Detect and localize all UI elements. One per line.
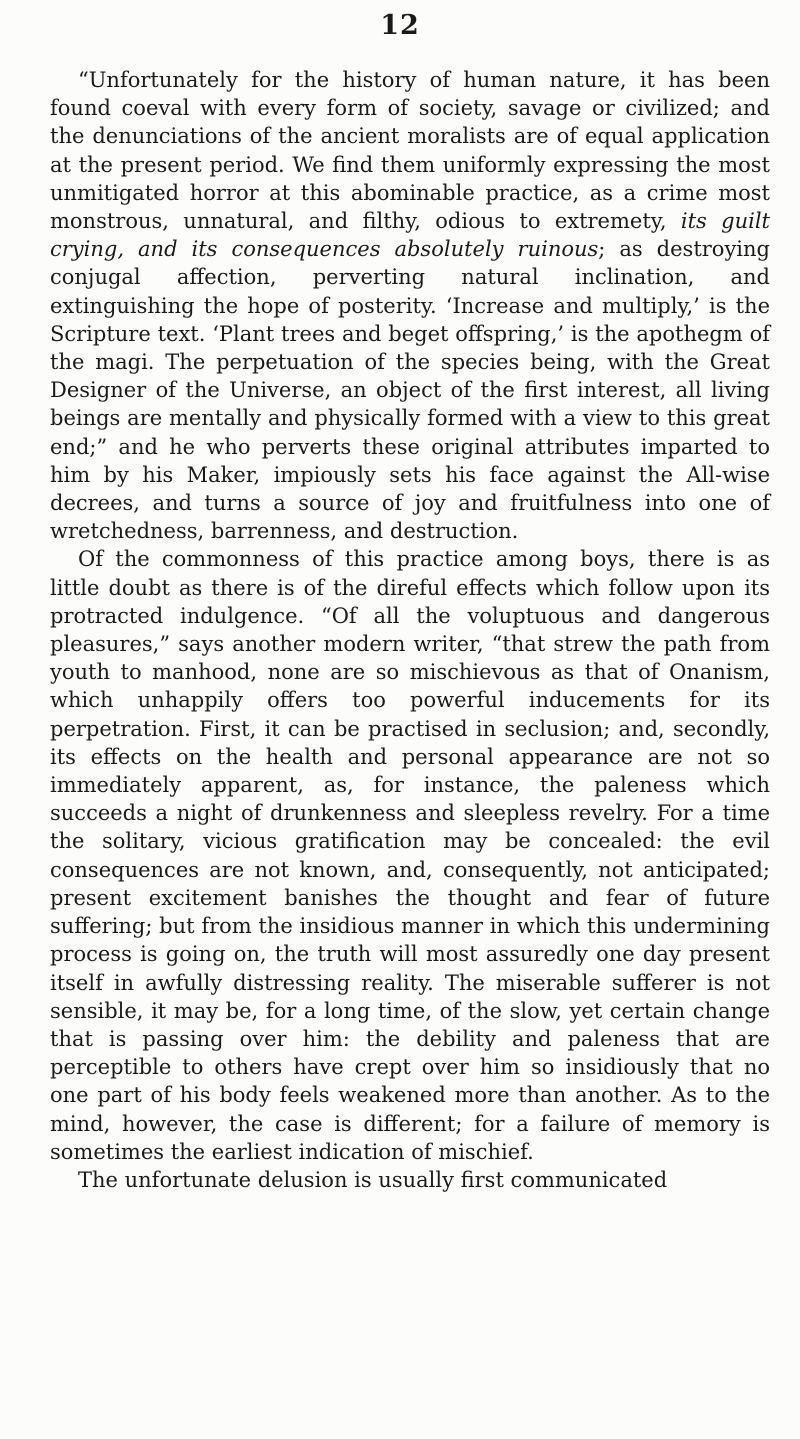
paragraph-3-text: The unfortunate delusion is usually first communicated	[78, 1167, 668, 1192]
paragraph-2-text: Of the commonness of this practice among boys, there is as little doubt as there is of the direful effects which follow upon its protracted indulgence. “Of all the voluptuous and dangerous pleasures,” says another modern writer, “that strew the path from youth to manhood, none are so mischievous as that of Onanism, which unhappily offers too powerful inducements for its perpetration. First, it can be practised in seclusion; and, secondly, its effects on the health and personal appearance are not so immediately apparent, as, for instance, the paleness which succeeds a night of drunkenness and sleepless revelry. For a time the solitary, vicious gratification may be concealed: the evil consequences are not known, and, consequently, not anticipated; present excitement banishes the thought and fear of future suffering; but from the insidious manner in which this undermining process is going on, the truth will most assuredly one day present itself in awfully distressing reality. The miserable sufferer is not sensible, it may be, for a long time, of the slow, yet certain change that is passing over him: the debility and paleness that are perceptible to others have crept over him so insidiously that no one part of his body feels weakened more than another. As to the mind, however, the case is different; for a failure of memory is sometimes the earliest indication of mischief.	[50, 547, 770, 1164]
paragraph-3	[50, 1166, 770, 1194]
paragraph-1	[50, 66, 770, 545]
paragraph-1-italic-phrase: its guilt crying, and its consequences absolutely ruinous	[50, 209, 770, 262]
page-number: 12	[380, 10, 420, 41]
body-text	[50, 66, 770, 1194]
paragraph-2	[50, 545, 770, 1165]
paragraph-1-text-a: “Unfortunately for the history of human nature, it has been found coeval with every form of society, savage or civilized; and the denunciations of the ancient moralists are of equal application at the present period. We find them uniformly expressing the most unmitigated horror at this abominable practice, as a crime most monstrous, unnatural, and filthy, odious to extremety,	[50, 68, 770, 234]
paragraph-1-text-b: ; as destroying conjugal affection, perverting natural inclination, and extinguishing the hope of posterity. ‘Increase and multiply,’ is the Scripture text. ‘Plant trees and beget offspring,’ is the apothegm of the magi. The perpetuation of the species being, with the Great Designer of the Universe, an object of the first interest, all living beings are mentally and physically formed with a view to this great end;” and he who perverts these original attributes imparted to him by his Maker, impiously sets his face against the All-wise decrees, and turns a source of joy and fruitfulness into one of wretchedness, barrenness, and destruction.	[50, 237, 770, 544]
